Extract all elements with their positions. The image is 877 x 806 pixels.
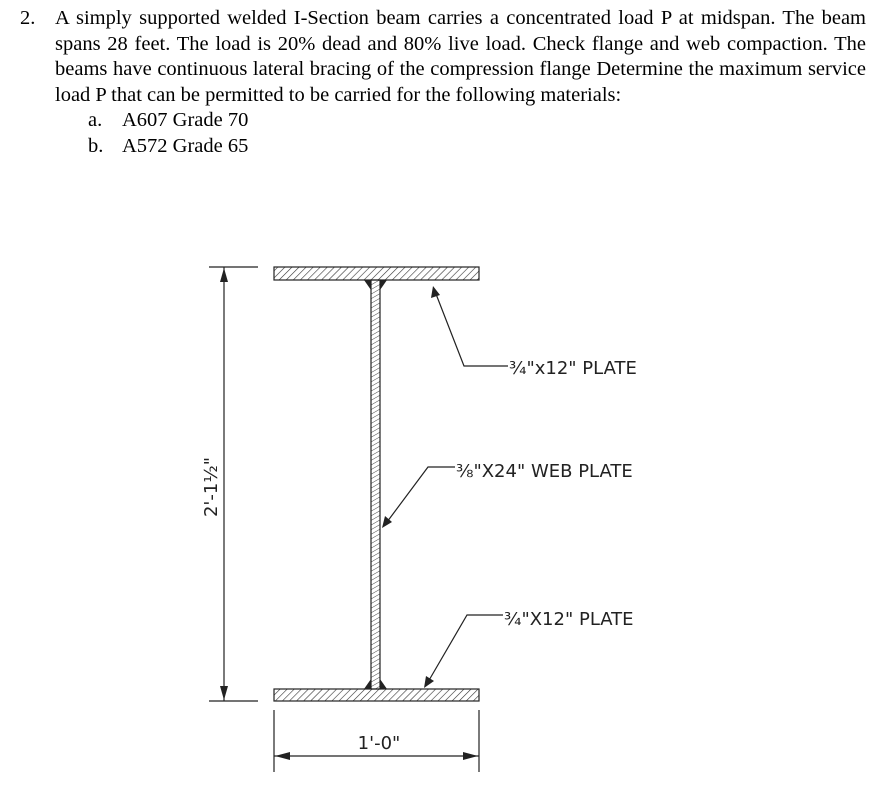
width-dimension-label: 1'-0" [357, 733, 401, 754]
top-flange-label: ¾"x12" PLATE [509, 358, 637, 379]
option-text: A607 Grade 70 [122, 109, 249, 131]
top-flange-leader [436, 294, 508, 366]
bottom-flange-leader [428, 615, 503, 682]
bottom-flange-plate [274, 689, 479, 701]
problem-number: 2. [20, 7, 36, 29]
web-plate-label: ⅜"X24" WEB PLATE [456, 461, 633, 482]
bottom-flange-label: ¾"X12" PLATE [504, 609, 634, 630]
arrow-right-icon [463, 752, 478, 760]
height-dimension-label: 2'-1½" [201, 456, 222, 518]
bottom-weld [380, 679, 387, 689]
option-text: A572 Grade 65 [122, 134, 249, 157]
leader-arrow-icon [431, 286, 440, 298]
option-letter: b. [88, 134, 104, 157]
top-weld [380, 280, 387, 290]
web-leader [387, 467, 455, 522]
bottom-weld [364, 679, 371, 689]
top-flange-plate [274, 267, 479, 280]
leader-arrow-icon [424, 676, 434, 688]
arrow-up-icon [220, 268, 228, 282]
web-plate [371, 280, 380, 689]
arrow-down-icon [220, 686, 228, 700]
problem-text: A simply supported welded I-Section beam carries a concentrated load P at midspan. The beam spans 28 feet. The load is 20% dead and 80% live load. Check flange and web compaction. The beams have continuous lateral bracing of the compression flange Determine the maximum service load P that can be permitted to be carried for the following materials: [55, 7, 866, 106]
option-letter: a. [88, 109, 103, 131]
arrow-left-icon [275, 752, 290, 760]
top-weld [364, 280, 371, 290]
